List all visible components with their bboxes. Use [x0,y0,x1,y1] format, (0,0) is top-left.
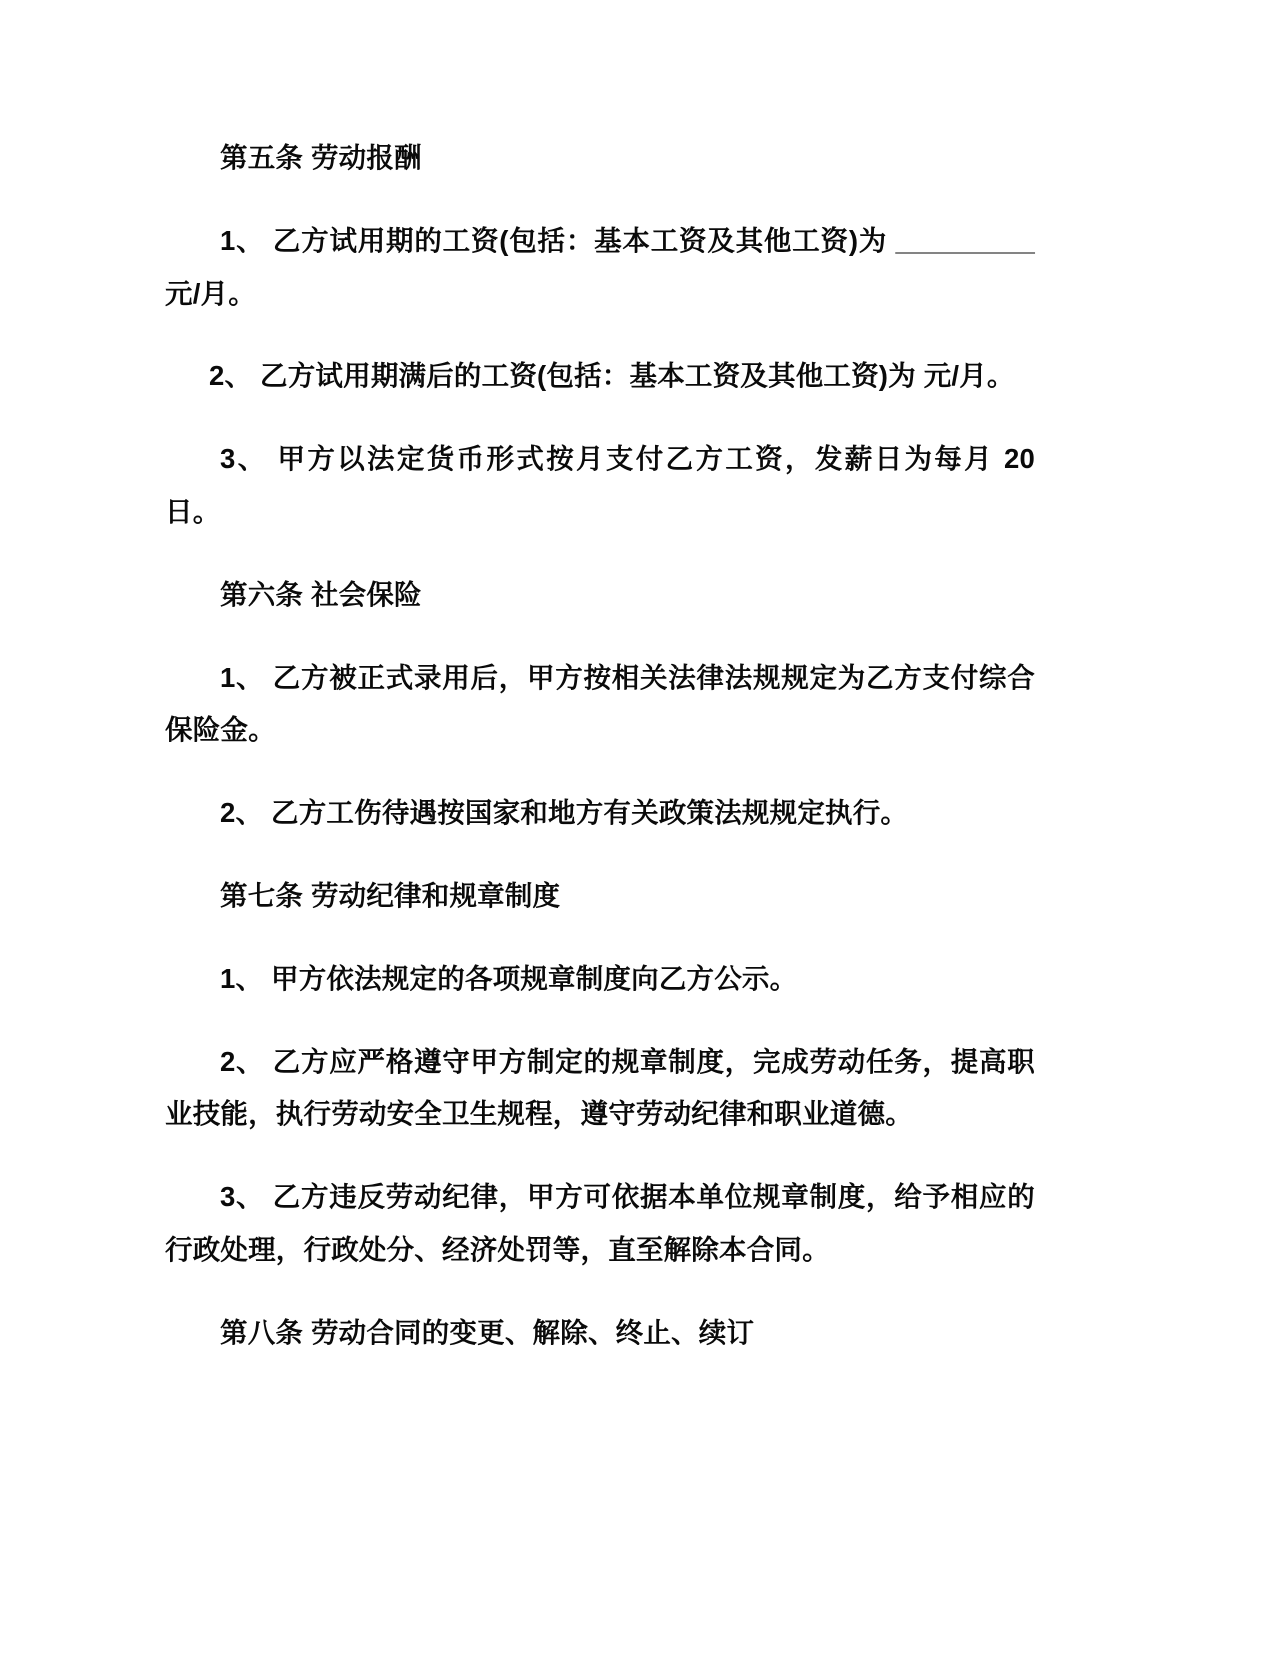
article-7-item-1: 1、 甲方依法规定的各项规章制度向乙方公示。 [220,962,798,994]
section-heading-article-6: 第六条 社会保险 [220,578,422,610]
document-body [165,132,1035,1360]
article-5-item-3: 3、 甲方以法定货币形式按月支付乙方工资，发薪日为每月 20 日。 [165,443,1035,527]
section-heading-article-7: 第七条 劳动纪律和规章制度 [220,879,561,911]
section-heading-article-8: 第八条 劳动合同的变更、解除、终止、续订 [220,1316,755,1348]
article-7-item-3: 3、 乙方违反劳动纪律，甲方可依据本单位规章制度，给予相应的行政处理，行政处分、经济处罚等，直至解除本合同。 [165,1181,1035,1265]
article-5-item-1: 1、 乙方试用期的工资(包括：基本工资及其他工资)为 _________元/月。 [165,224,1035,309]
article-7-item-2: 2、 乙方应严格遵守甲方制定的规章制度，完成劳动任务，提高职业技能，执行劳动安全卫生规程，遵守劳动纪律和职业道德。 [165,1045,1035,1130]
article-5-item-2: 2、 乙方试用期满后的工资(包括：基本工资及其他工资)为 元/月。 [209,360,1015,392]
section-heading-article-5: 第五条 劳动报酬 [220,142,422,173]
article-6-item-2: 2、 乙方工伤待遇按国家和地方有关政策法规规定执行。 [220,797,909,829]
article-6-item-1: 1、 乙方被正式录用后，甲方按相关法律法规规定为乙方支付综合保险金。 [165,661,1035,746]
